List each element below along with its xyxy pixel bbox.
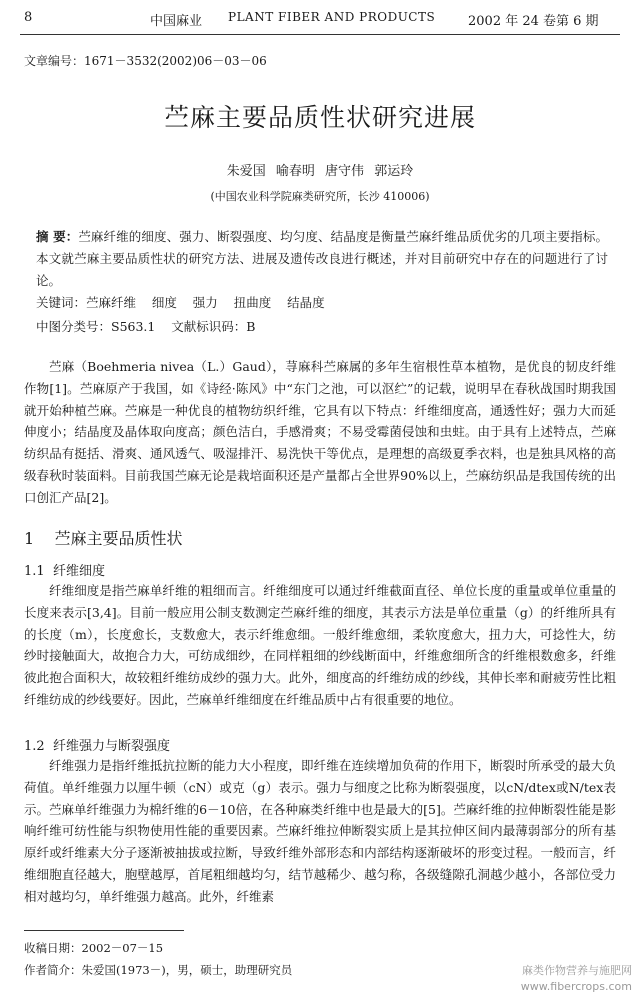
article-id <box>24 52 267 69</box>
section-1-2-body: 纤维强力是指纤维抵抗拉断的能力大小程度，即纤维在连续增加负荷的作用下，断裂时所承受的最大负荷值。单纤维强力以厘牛顿（cN）或克（g）表示。强力与细度之比称为断裂强度，以cN/dtex或N/tex表示。苎麻单纤维强力为棉纤维的6－10倍，在各种麻类纤维中也是最大的[5]。苎麻纤维的拉伸断裂性能是影响纤维可纺性能与织物使用性能的重要因素。苎麻纤维拉伸断裂实质上是其拉伸区间内最薄弱部分的所有基原纤或纤维素大分子逐渐被抽拔或拉断，导致纤维外部形态和内部结构逐渐破坏的形变过程。一般而言，纤维细胞直径越大，胞壁越厚，首尾粗细越均匀，结节越稀少、越匀称，各级缝隙孔洞越少越小，各部位受力相对越均匀，单纤维强力越高。此外，纤维素 <box>24 758 616 904</box>
keywords <box>36 292 608 314</box>
issue-info: 2002 年 24 卷第 6 期 <box>468 14 599 29</box>
page-number: 8 <box>24 10 33 25</box>
header-rule <box>20 34 620 35</box>
journal-name-en: PLANT FIBER AND PRODUCTS <box>228 10 436 24</box>
section-1-1-heading: 1.1 纤维细度 <box>24 564 105 579</box>
section-1-2-heading: 1.2 纤维强力与断裂强度 <box>24 739 170 754</box>
section-1-1-body: 纤维细度是指苎麻单纤维的粗细而言。纤维细度可以通过纤维截面直径、单位长度的重量或单位重量的长度来表示[3,4]。目前一般应用公制支数测定苎麻纤维的细度，其表示方法是单位重量（g）的纤维所具有的长度（m），长度愈长，支数愈大，表示纤维愈细。一般纤维愈细，柔软度愈大，扭力大，可捻性大，纺纱时接触面大，故抱合力大，可纺成细纱，在同样粗细的纱线断面中，纤维愈细所含的纤维根数愈多，纤维彼此抱合面积大，故较粗纤维纺成纱的强力大。此外，细度高的纤维纺成的纱线，其伸长率和耐疲劳性比粗纤维纺成的纱线要好。因此，苎麻单纤维细度在纤维品质中占有很重要的地位。 <box>24 583 616 707</box>
abstract-text: 苎麻纤维的细度、强力、断裂强度、均匀度、结晶度是衡量苎麻纤维品质优劣的几项主要指标。本文就苎麻主要品质性状的研究方法、进展及遗传改良进行概述，并对目前研究中存在的问题进行了讨论。 <box>36 229 608 288</box>
section-1-heading: 1 苎麻主要品质性状 <box>24 529 183 548</box>
intro-paragraph: 苎麻（Boehmeria nivea（L.）Gaud），荨麻科苎麻属的多年生宿根性草本植物，是优良的韧皮纤维作物[1]。苎麻原产于我国，如《诗经·陈风》中“东门之池，可以沤纻”的记载，说明早在春秋战国时期我国就开始种植苎麻。苎麻是一种优良的植物纺织纤维，它具有以下特点：纤维细度高，通透性好；强力大而延伸度小；结晶度及晶体取向度高；颜色洁白，手感滑爽；不易受霉菌侵蚀和虫蛀。由于具有上述特点，苎麻纺织品有挺括、滑爽、通风透气、吸湿排汗、易洗快干等优点，是理想的高级夏季衣料，也是独具风格的高级春秋时装面料。目前我国苎麻无论是栽培面积还是产量都占全世界90%以上，苎麻纺织品是我国传统的出口创汇产品[2]。 <box>24 359 616 505</box>
journal-name-cn: 中国麻业 <box>150 14 203 29</box>
abstract <box>36 226 608 292</box>
keywords-text: 苎麻纤维 细度 强力 扭曲度 结晶度 <box>86 295 325 310</box>
footnote-rule <box>24 930 184 931</box>
classification-line: 中图分类号：S563.1 文献标识码：B <box>36 319 256 334</box>
abstract-label: 摘 要： <box>36 229 79 244</box>
author-bio: 作者简介：朱爱国(1973－)，男，硕士，助理研究员 <box>24 963 293 977</box>
keywords-label: 关键词： <box>36 295 87 310</box>
watermark-url: www.fibercrops.com <box>520 980 632 993</box>
author-list: 朱爱国 喻春明 唐守伟 郭运玲 <box>226 164 414 179</box>
affiliation: (中国农业科学院麻类研究所，长沙 410006) <box>210 190 430 203</box>
paper-title: 苎麻主要品质性状研究进展 <box>163 103 476 132</box>
received-date: 收稿日期：2002－07－15 <box>24 941 164 955</box>
article-id-value: 1671－3532(2002)06－03－06 <box>84 54 267 68</box>
article-id-label: 文章编号： <box>24 54 85 68</box>
watermark-cn: 麻类作物营养与施肥网 <box>522 964 632 977</box>
